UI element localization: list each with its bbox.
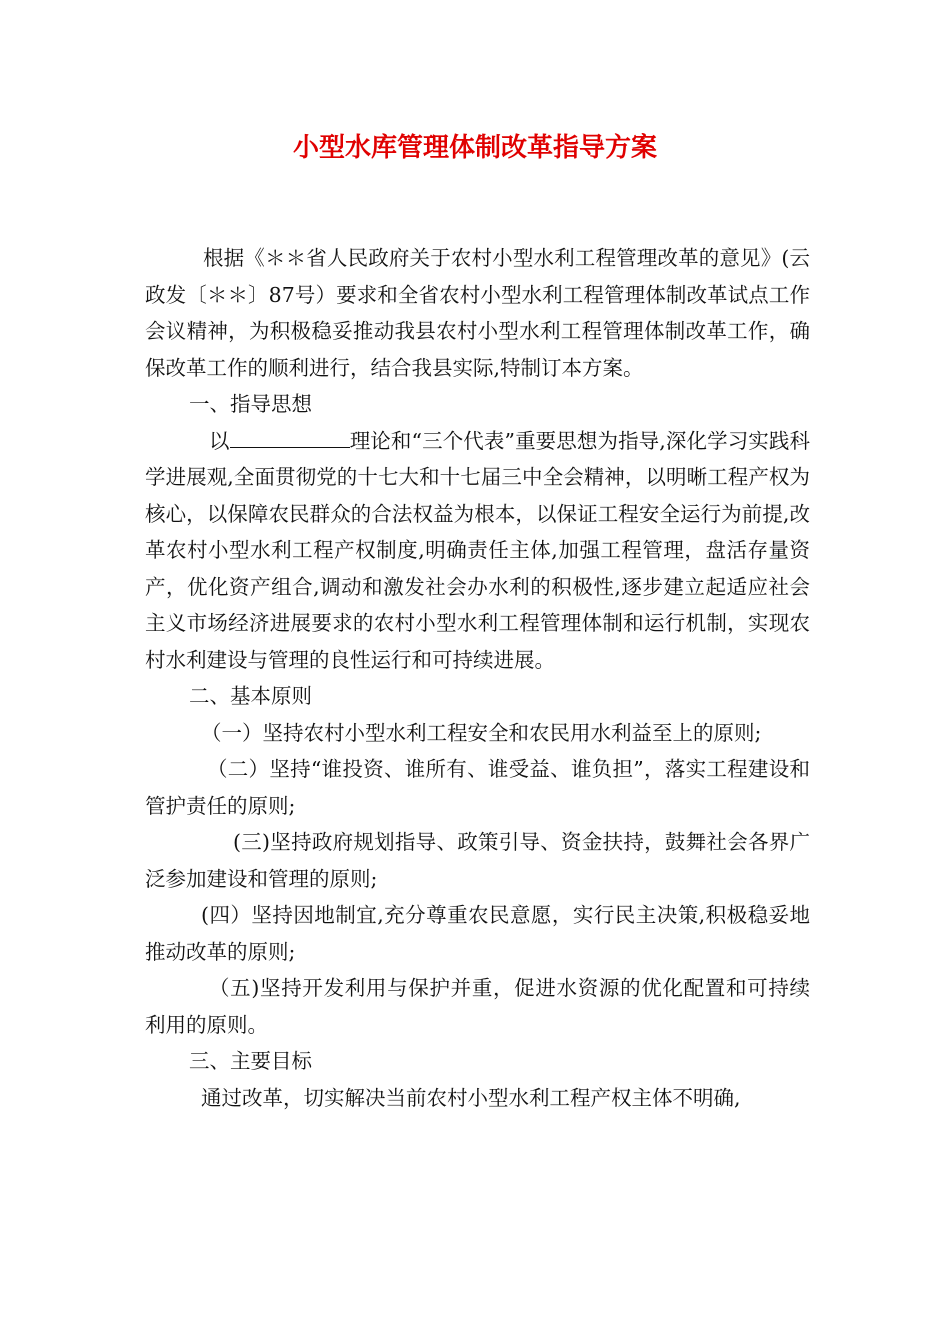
guiding-ideology-prefix: 以 [209, 428, 230, 453]
section-heading-basic-principles: 二、基本原则 [189, 684, 312, 708]
document-title: 小型水库管理体制改革指导方案 [292, 133, 657, 163]
blank-underline [230, 427, 350, 448]
guiding-ideology-text: 理论和“三个代表”重要思想为指导,深化学习实践科学进展观,全面贯彻党的十七大和十七届三中全会精神，以明晰工程产权为核心，以保障农民群众的合法权益为根本，以保证工程安全运行为前提,改革农村小型水利工程产权制度,明确责任主体,加强工程管理，盘活存量资产，优化资产组合,调动和激发社会办水利的积极性,逐步建立起适应社会主义市场经济进展要求的农村小型水利工程管理体制和运行机制，实现农村水利建设与管理的良性运行和可持续进展。 [145, 428, 810, 672]
principle-item: (四）坚持因地制宜,充分尊重农民意愿，实行民主决策,积极稳妥地推动改革的原则; [145, 903, 810, 964]
section-heading-guiding-ideology: 一、指导思想 [189, 392, 312, 416]
document-body [145, 240, 810, 1116]
principle-item: (三)坚持政府规划指导、政策引导、资金扶持，鼓舞社会各界广泛参加建设和管理的原则; [145, 830, 810, 891]
principle-item: （二）坚持“谁投资、谁所有、谁受益、谁负担”，落实工程建设和管护责任的原则; [145, 757, 810, 818]
guiding-ideology-paragraph [145, 423, 810, 679]
main-goals-paragraph: 通过改革，切实解决当前农村小型水利工程产权主体不明确, [201, 1085, 741, 1110]
principle-item: （五)坚持开发利用与保护并重，促进水资源的优化配置和可持续利用的原则。 [145, 976, 810, 1037]
intro-paragraph: 根据《＊＊省人民政府关于农村小型水利工程管理改革的意见》(云政发〔＊＊〕87号）要求和全省农村小型水利工程管理体制改革试点工作会议精神，为积极稳妥推动我县农村小型水利工程管理体制改革工作，确保改革工作的顺利进行，结合我县实际,特制订本方案。 [145, 246, 810, 380]
principle-item: （一）坚持农村小型水利工程安全和农民用水利益至上的原则; [201, 720, 762, 745]
section-heading-main-goals: 三、主要目标 [189, 1049, 312, 1073]
